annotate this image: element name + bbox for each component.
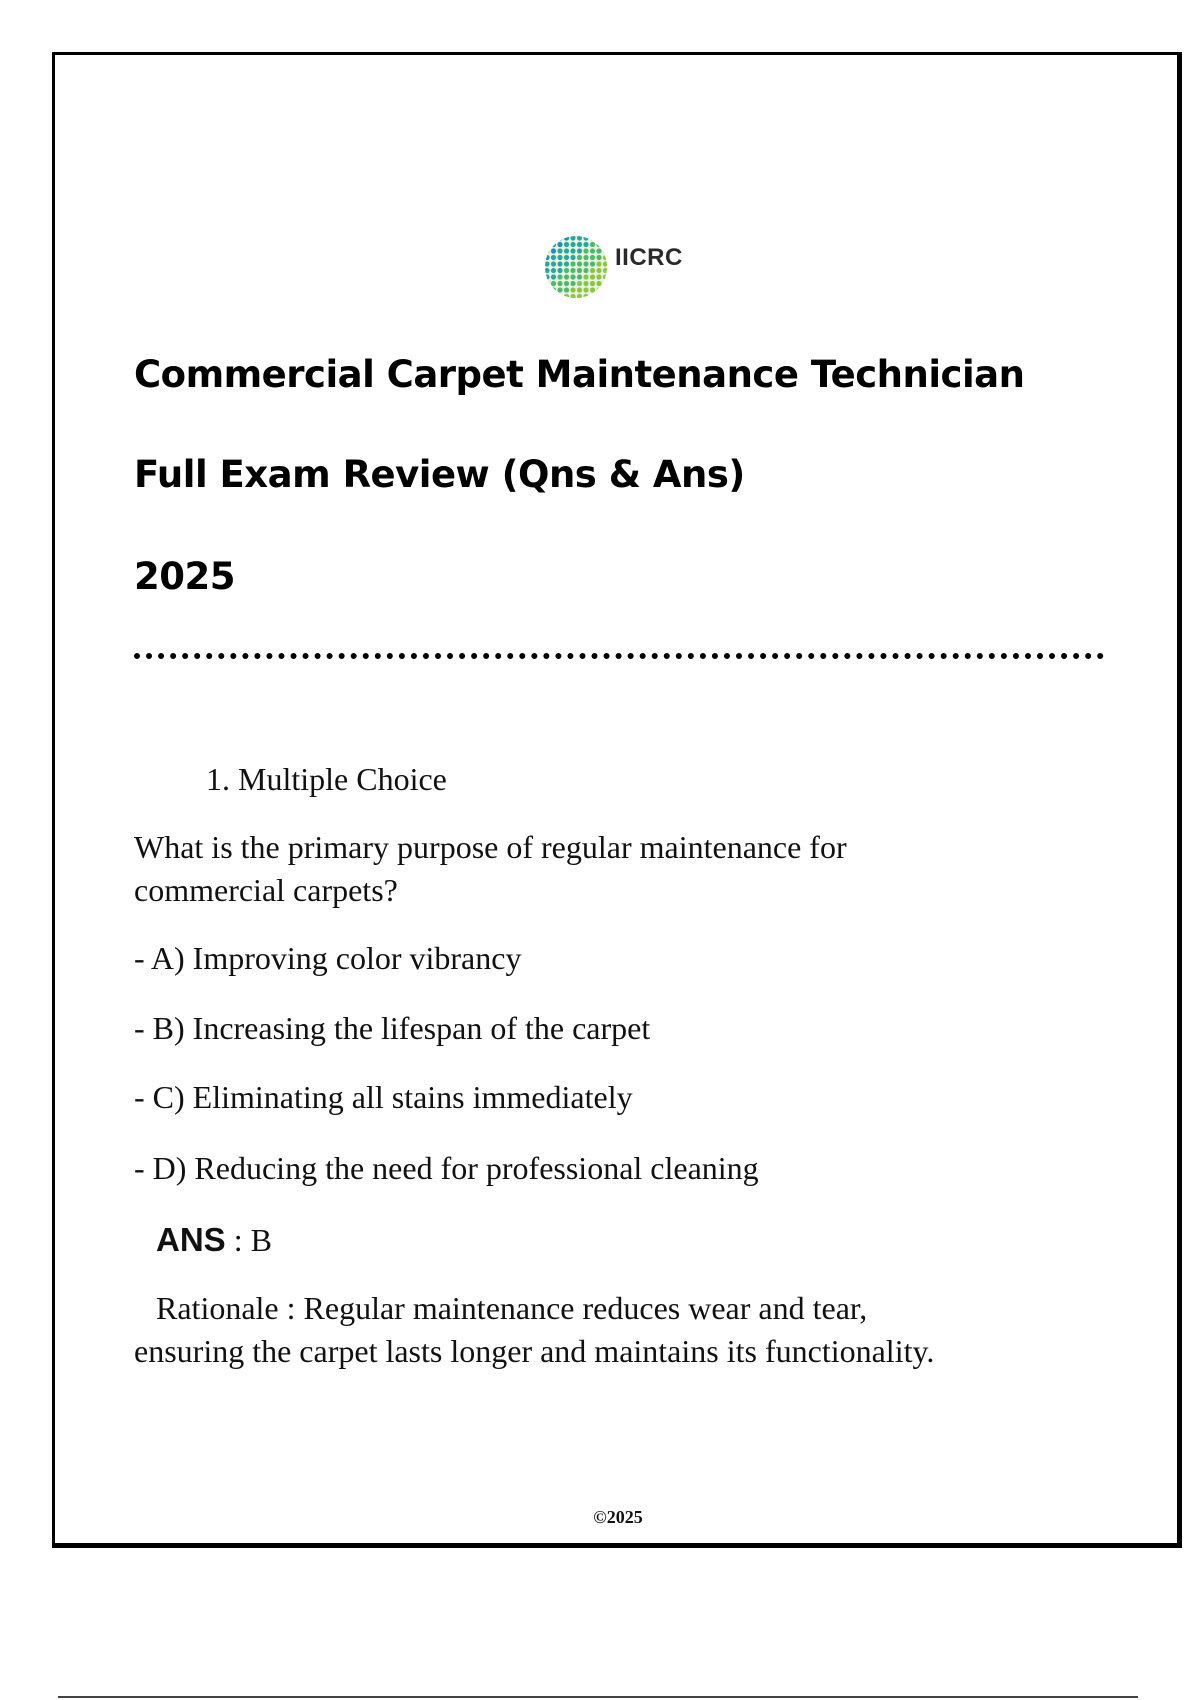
answer-value: : B: [233, 1222, 272, 1258]
logo-text: IICRC: [615, 244, 683, 271]
answer-line: [156, 1218, 272, 1262]
iicrc-logo: [543, 234, 723, 300]
question-heading: 1. Multiple Choice: [206, 761, 447, 797]
globe-icon: [543, 234, 609, 300]
rationale-line-1: Rationale : Regular maintenance reduces wear and tear,: [156, 1290, 868, 1326]
answer-label: ANS: [156, 1221, 226, 1258]
option-d: - D) Reducing the need for professional cleaning: [134, 1150, 759, 1186]
option-a: - A) Improving color vibrancy: [134, 940, 522, 976]
dotted-divider: [134, 653, 1104, 659]
bottom-rule: [58, 1696, 1138, 1698]
footer-copyright: ©2025: [593, 1507, 643, 1527]
document-title-line-1: Commercial Carpet Maintenance Technician: [134, 353, 1025, 396]
option-c: - C) Eliminating all stains immediately: [134, 1079, 633, 1115]
option-b: - B) Increasing the lifespan of the carpet: [134, 1010, 651, 1046]
document-title-line-2: Full Exam Review (Qns & Ans): [134, 453, 745, 496]
question-prompt-line-2: commercial carpets?: [134, 872, 398, 908]
question-prompt-line-1: What is the primary purpose of regular maintenance for: [134, 829, 847, 865]
rationale-line-2: ensuring the carpet lasts longer and maintains its functionality.: [134, 1333, 935, 1369]
document-year: 2025: [134, 555, 235, 598]
